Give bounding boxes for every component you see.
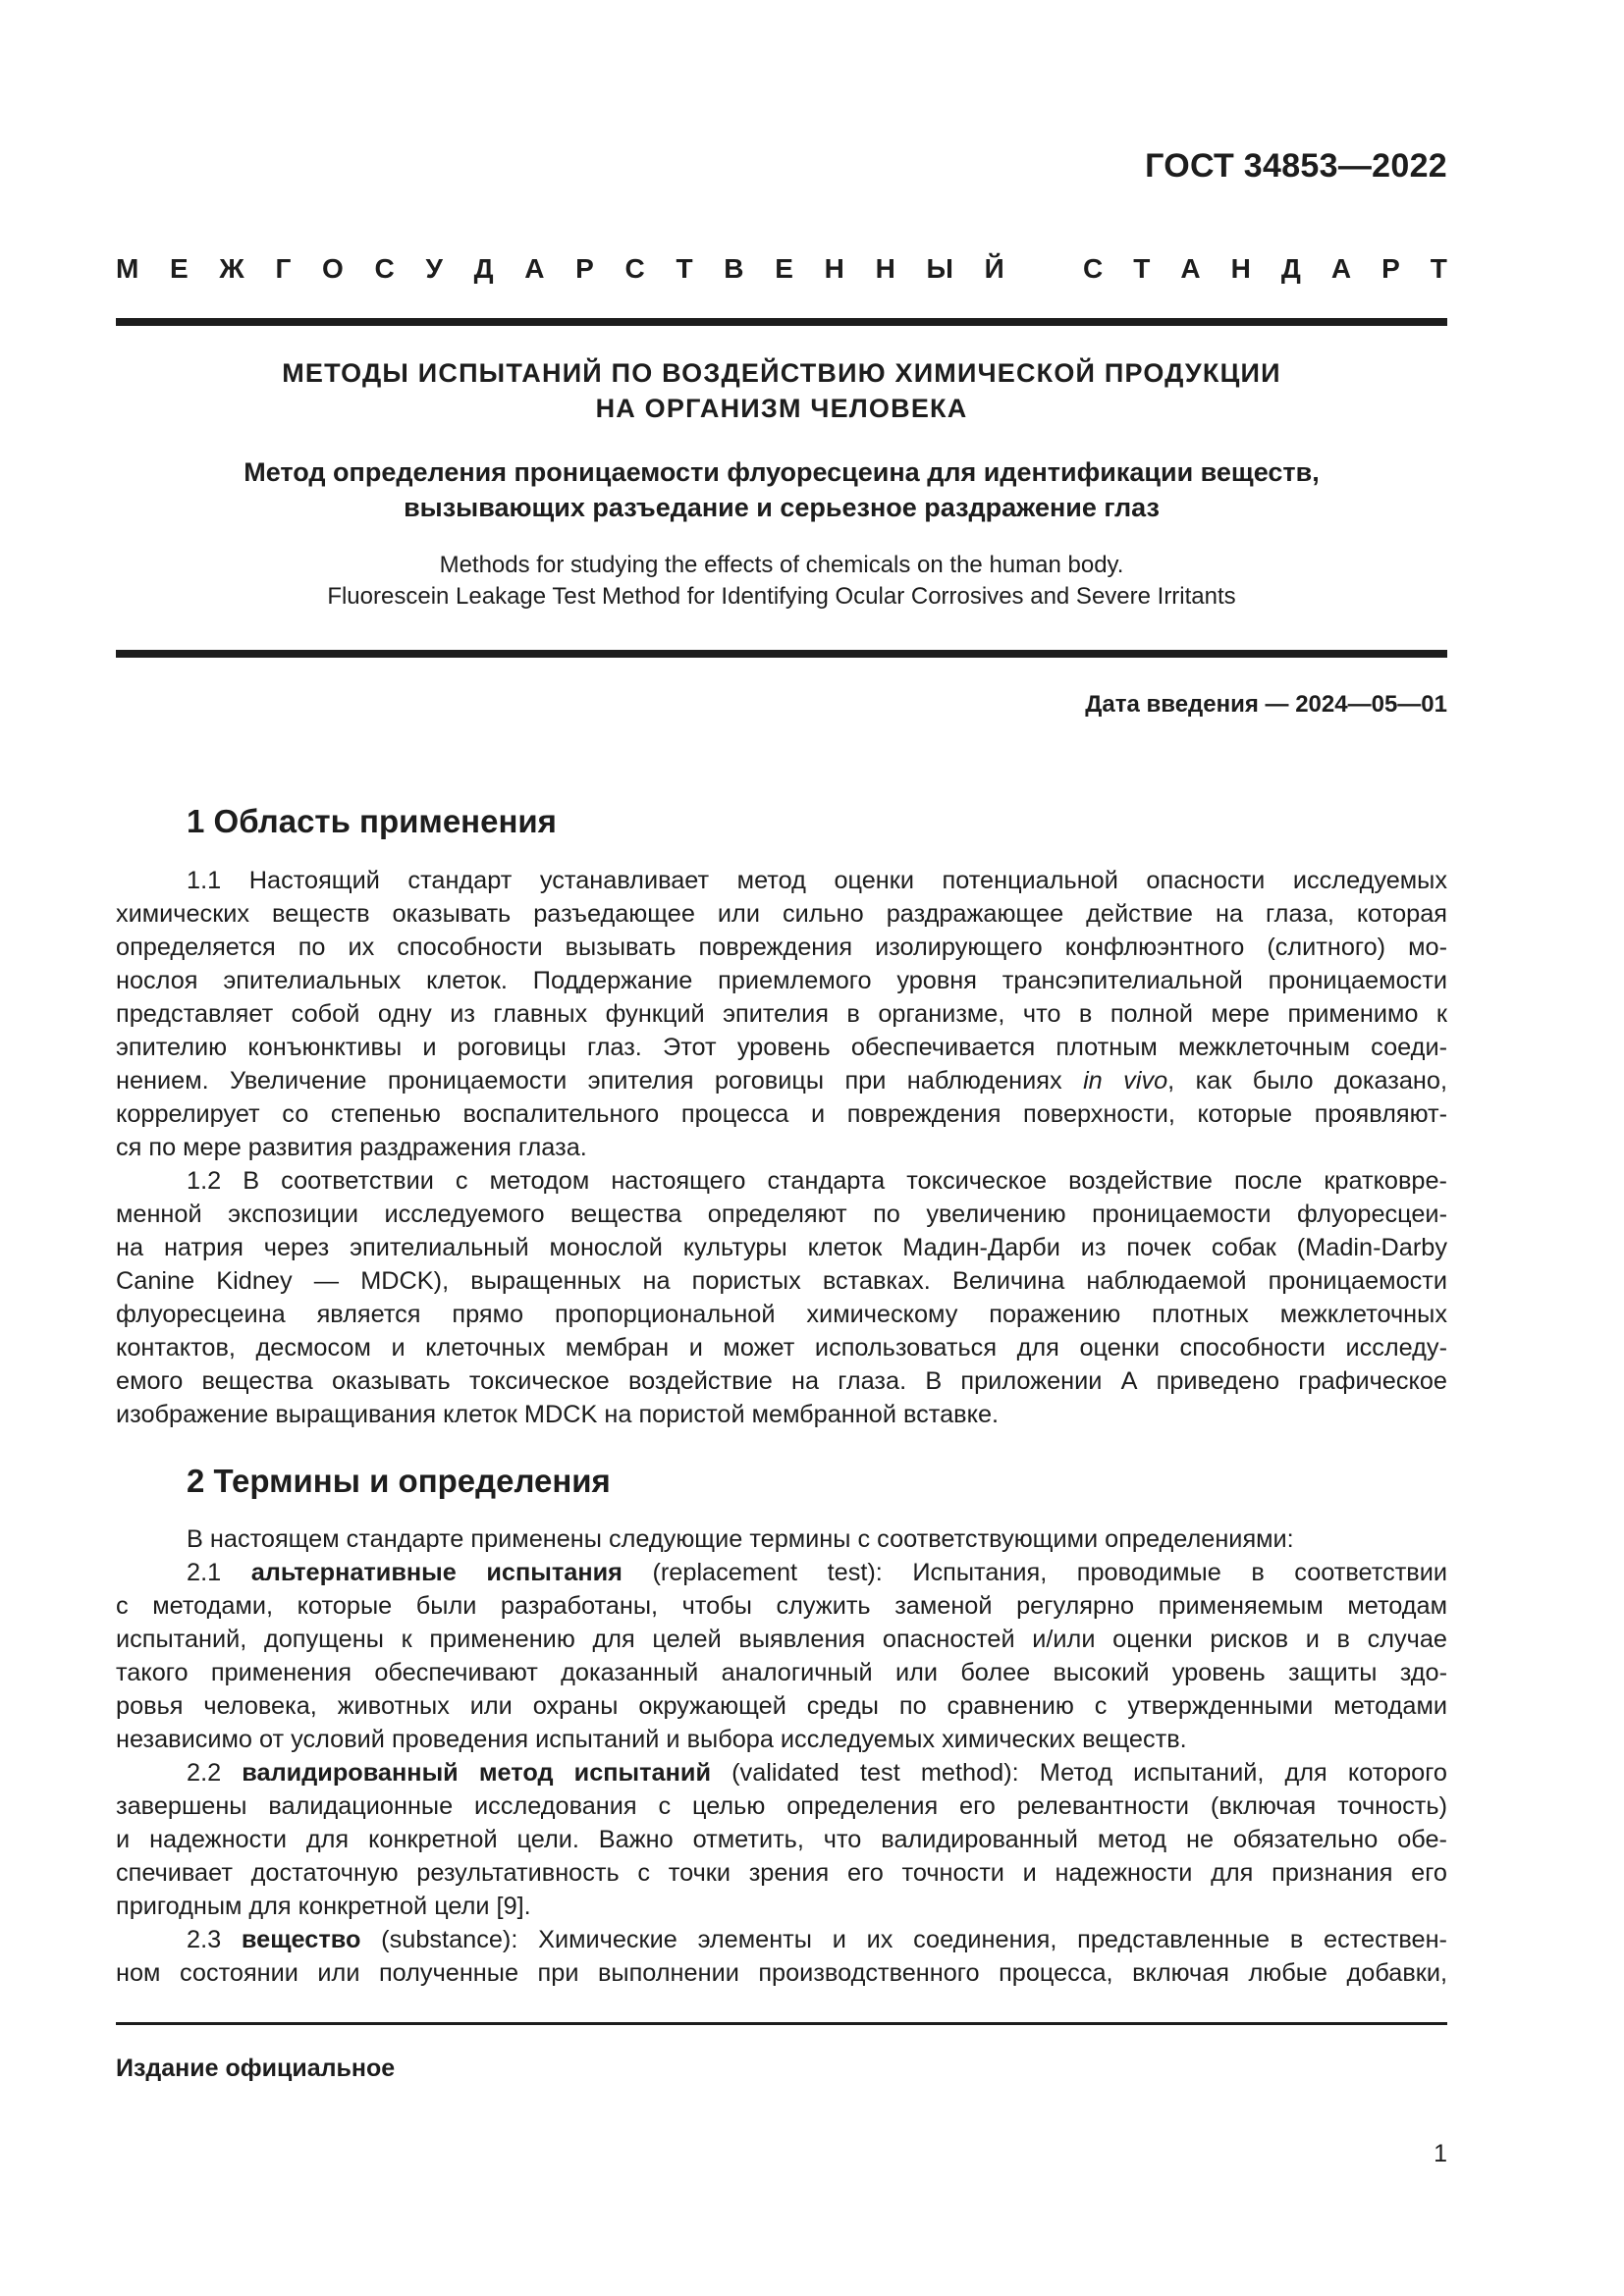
banner-letter: У xyxy=(425,253,443,284)
title-line-2: НА ОРГАНИЗМ ЧЕЛОВЕКА xyxy=(595,394,968,423)
banner-letter: Р xyxy=(1381,253,1400,284)
top-rule xyxy=(116,318,1447,326)
paragraph-line: определяется по их способности вызывать повреждения изолирующего конфлюэнтного (слитного) мо- xyxy=(116,934,1447,961)
paragraph-1-1-tail xyxy=(116,1097,1447,1164)
section-1-body xyxy=(116,864,1447,1431)
paragraph-line: пригодным для конкретной цели [9]. xyxy=(116,1893,531,1920)
paragraph-line: с методами, которые были разработаны, чтобы служить заменой регулярно применяемым методам xyxy=(116,1592,1447,1620)
banner-letter: Т xyxy=(1133,253,1151,284)
document-title xyxy=(116,355,1447,426)
banner-letter: С xyxy=(374,253,395,284)
paragraph-line: спечивает достаточную результативность с точки зрения его точности и надежности для признания его xyxy=(116,1859,1447,1887)
in-vivo-italic: in vivo xyxy=(1083,1067,1168,1095)
paragraph-line: флуоресцеина является прямо пропорциональной химическому поражению плотных межклеточных xyxy=(116,1301,1447,1328)
interstate-standard-banner xyxy=(116,253,1447,285)
term-2-3-body xyxy=(116,1956,1447,1990)
paragraph-1-1 xyxy=(116,864,1447,1064)
banner-letter: Ж xyxy=(219,253,244,284)
paragraph-line: коррелирует со степенью воспалительного процесса и повреждения поверхности, которые проявляют- xyxy=(116,1100,1447,1128)
banner-letter: Ы xyxy=(926,253,953,284)
paragraph-line: ном состоянии или полученные при выполнении производственного процесса, включая любые добавки, xyxy=(116,1959,1447,1987)
paragraph-line: нослоя эпителиальных клеток. Поддержание приемлемого уровня трансэпителиальной проницаемости xyxy=(116,967,1447,994)
term-validated-method: валидированный метод испытаний xyxy=(242,1759,711,1787)
banner-letter: А xyxy=(524,253,545,284)
paragraph-line: такого применения обеспечивают доказанный аналогичный или более высокий уровень защиты здо- xyxy=(116,1659,1447,1686)
term-2-1-body xyxy=(116,1589,1447,1756)
banner-letter: М xyxy=(116,253,139,284)
paragraph-line: менной экспозиции исследуемого вещества определяют по увеличению проницаемости флуоресцеи- xyxy=(116,1201,1447,1228)
paragraph-line: нением. Увеличение проницаемости эпителия роговицы при наблюдениях in vivo, как было доказано, xyxy=(116,1067,1447,1095)
banner-letter: Н xyxy=(1230,253,1251,284)
gost-number: ГОСТ 34853—2022 xyxy=(1145,147,1447,185)
paragraph-line: изображение выращивания клеток MDCK на пористой мембранной вставке. xyxy=(116,1401,1000,1428)
title-rule xyxy=(116,650,1447,658)
banner-letter: Е xyxy=(170,253,189,284)
banner-letter: О xyxy=(322,253,344,284)
banner-letter: Н xyxy=(824,253,844,284)
banner-letter: Д xyxy=(473,253,494,284)
paragraph-line: представляет собой одну из главных функций эпителия в организме, что в полной мере применимо к xyxy=(116,1000,1447,1028)
standard-word xyxy=(1083,253,1447,285)
section-1-heading: 1 Область применения xyxy=(187,803,557,839)
banner-letter: С xyxy=(1083,253,1104,284)
paragraph-line: независимо от условий проведения испытаний и выбора исследуемых химических веществ. xyxy=(116,1726,1187,1753)
banner-letter: А xyxy=(1180,253,1201,284)
term-2-2-body xyxy=(116,1789,1447,1923)
paragraph-1-2 xyxy=(116,1164,1447,1431)
banner-letter: А xyxy=(1330,253,1352,284)
paragraph-line: 1.1 Настоящий стандарт устанавливает метод оценки потенциальной опасности исследуемых xyxy=(187,867,1447,894)
banner-letter: Д xyxy=(1280,253,1301,284)
banner-letter: Н xyxy=(875,253,895,284)
paragraph-line: эпителию конъюнктивы и роговицы глаз. Этот уровень обеспечивается плотным межклеточным соеди- xyxy=(116,1034,1447,1061)
introduction-date: Дата введения — 2024—05—01 xyxy=(1085,691,1447,718)
subtitle-line-2: вызывающих разъедание и серьезное раздражение глаз xyxy=(404,493,1160,522)
document-subtitle xyxy=(116,454,1447,525)
english-title-line-2: Fluorescein Leakage Test Method for Identifying Ocular Corrosives and Severe Irritants xyxy=(327,583,1236,610)
banner-letter: С xyxy=(624,253,645,284)
section-2-body xyxy=(116,1522,1447,1990)
paragraph-line: 1.2 В соответствии с методом настоящего стандарта токсическое воздействие после кратковре- xyxy=(187,1167,1447,1195)
term-2-2-first-line: 2.2 валидированный метод испытаний (validated test method): Метод испытаний, для которого xyxy=(187,1759,1447,1787)
term-replacement-test: альтернативные испытания xyxy=(250,1559,623,1586)
english-title-line-1: Methods for studying the effects of chemicals on the human body. xyxy=(439,552,1124,578)
paragraph-line: Canine Kidney — MDCK), выращенных на пористых вставках. Величина наблюдаемой проницаемости xyxy=(116,1267,1447,1295)
term-2-3-first-line: 2.3 вещество (substance): Химические элементы и их соединения, представленные в естествен- xyxy=(187,1926,1447,1953)
paragraph-line: на натрия через эпителиальный монослой культуры клеток Мадин-Дарби из почек собак (Madin-Darby xyxy=(116,1234,1447,1261)
banner-letter: Г xyxy=(275,253,292,284)
subtitle-line-1: Метод определения проницаемости флуоресцеина для идентификации веществ, xyxy=(244,457,1320,487)
term-substance: вещество xyxy=(241,1926,361,1953)
banner-letter: Й xyxy=(984,253,1004,284)
paragraph-line: химических веществ оказывать разъедающее или сильно раздражающее действие на глаза, которая xyxy=(116,900,1447,928)
term-2-1-first-line: 2.1 альтернативные испытания (replacement test): Испытания, проводимые в соответствии xyxy=(187,1559,1448,1586)
english-title xyxy=(116,550,1447,613)
interstate-word xyxy=(116,253,1004,285)
banner-letter: Т xyxy=(1430,253,1447,284)
paragraph-line: завершены валидационные исследования с целью определения его релевантности (включая точность) xyxy=(116,1792,1447,1820)
footer-rule xyxy=(116,2022,1447,2025)
paragraph-line: испытаний, допущены к применению для целей выявления опасностей и/или оценки рисков и в случае xyxy=(116,1626,1447,1653)
title-line-1: МЕТОДЫ ИСПЫТАНИЙ ПО ВОЗДЕЙСТВИЮ ХИМИЧЕСКОЙ ПРОДУКЦИИ xyxy=(282,358,1281,388)
official-edition-label: Издание официальное xyxy=(116,2055,396,2082)
page-number: 1 xyxy=(1434,2140,1447,2167)
banner-letter: Р xyxy=(575,253,594,284)
paragraph-line: ся по мере развития раздражения глаза. xyxy=(116,1134,587,1161)
banner-letter: Е xyxy=(775,253,793,284)
banner-letter: Т xyxy=(676,253,693,284)
section-2-intro: В настоящем стандарте применены следующие термины с соответствующими определениями: xyxy=(187,1525,1294,1553)
paragraph-line: контактов, десмосом и клеточных мембран и может использоваться для оценки способности исследу- xyxy=(116,1334,1447,1362)
banner-letter: В xyxy=(724,253,744,284)
section-2-heading: 2 Термины и определения xyxy=(187,1463,611,1499)
paragraph-line: ровья человека, животных или охраны окружающей среды по сравнению с утвержденными методами xyxy=(116,1692,1447,1720)
paragraph-line: емого вещества оказывать токсическое воздействие на глаза. В приложении А приведено графическое xyxy=(116,1367,1447,1395)
paragraph-line: и надежности для конкретной цели. Важно отметить, что валидированный метод не обязательно обе- xyxy=(116,1826,1447,1853)
